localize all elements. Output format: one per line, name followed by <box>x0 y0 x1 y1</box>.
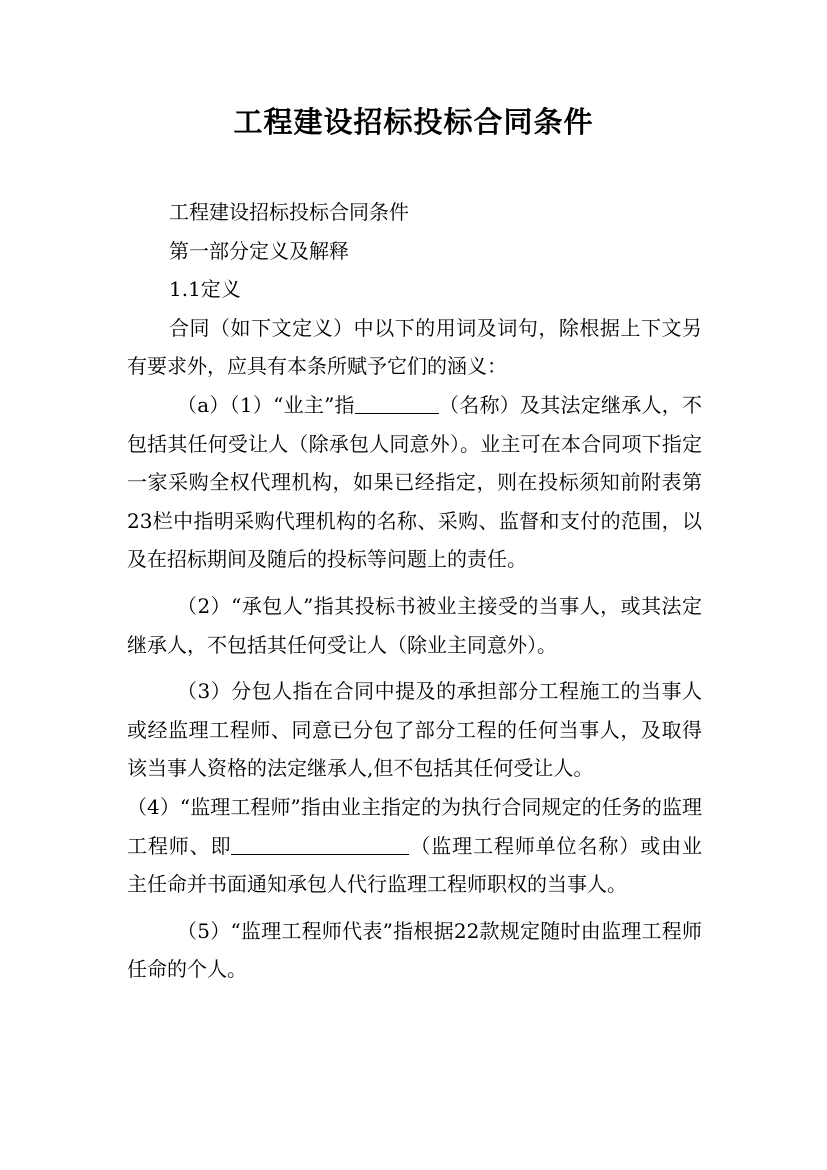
engineer-definition-lead: （4）“监理工程师”指由业主指定的为执行合同规定的任务的监理工程师、即 <box>127 794 702 858</box>
owner-definition-lead: （a）（1）“业主”指 <box>177 392 355 417</box>
paragraph-owner-definition <box>127 386 702 579</box>
paragraph-engineer-definition <box>127 788 702 904</box>
paragraph-heading: 工程建设招标投标合同条件 <box>169 200 409 224</box>
owner-name-blank <box>355 391 439 414</box>
paragraph-section-1-1: 1.1定义 <box>169 277 241 302</box>
paragraph-subcontractor-definition: （3）分包人指在合同中提及的承担部分工程施工的当事人或经监理工程师、同意已分包了部分工程的任何当事人，及取得该当事人资格的法定继承人,但不包括其任何受让人。 <box>127 679 702 781</box>
paragraph-part-one: 第一部分定义及解释 <box>169 238 349 263</box>
document-body <box>127 193 702 989</box>
paragraph-contractor-definition: （2）“承包人”指其投标书被业主接受的当事人，或其法定继承人，不包括其任何受让人（除业主同意外）。 <box>127 593 702 657</box>
paragraph-definition-intro: 合同（如下文定义）中以下的用词及词句，除根据上下文另有要求外，应具有本条所赋予它们的涵义： <box>127 315 702 379</box>
document-title: 工程建设招标投标合同条件 <box>233 105 594 139</box>
paragraph-engineer-representative: （5）“监理工程师代表”指根据22款规定随时由监理工程师任命的个人。 <box>127 918 702 982</box>
owner-definition-rest: （名称）及其法定继承人，不包括其任何受让人（除承包人同意外）。业主可在本合同项下指定一家采购全权代理机构，如果已经指定，则在投标须知前附表第23栏中指明采购代理机构的名称、采购、监督和支付的范围，以及在招标期间及随后的投标等问题上的责任。 <box>127 392 703 572</box>
engineer-unit-blank <box>231 832 409 855</box>
engineer-definition-rest: （监理工程师单位名称）或由业主任命并书面通知承包人代行监理工程师职权的当事人。 <box>127 833 703 897</box>
